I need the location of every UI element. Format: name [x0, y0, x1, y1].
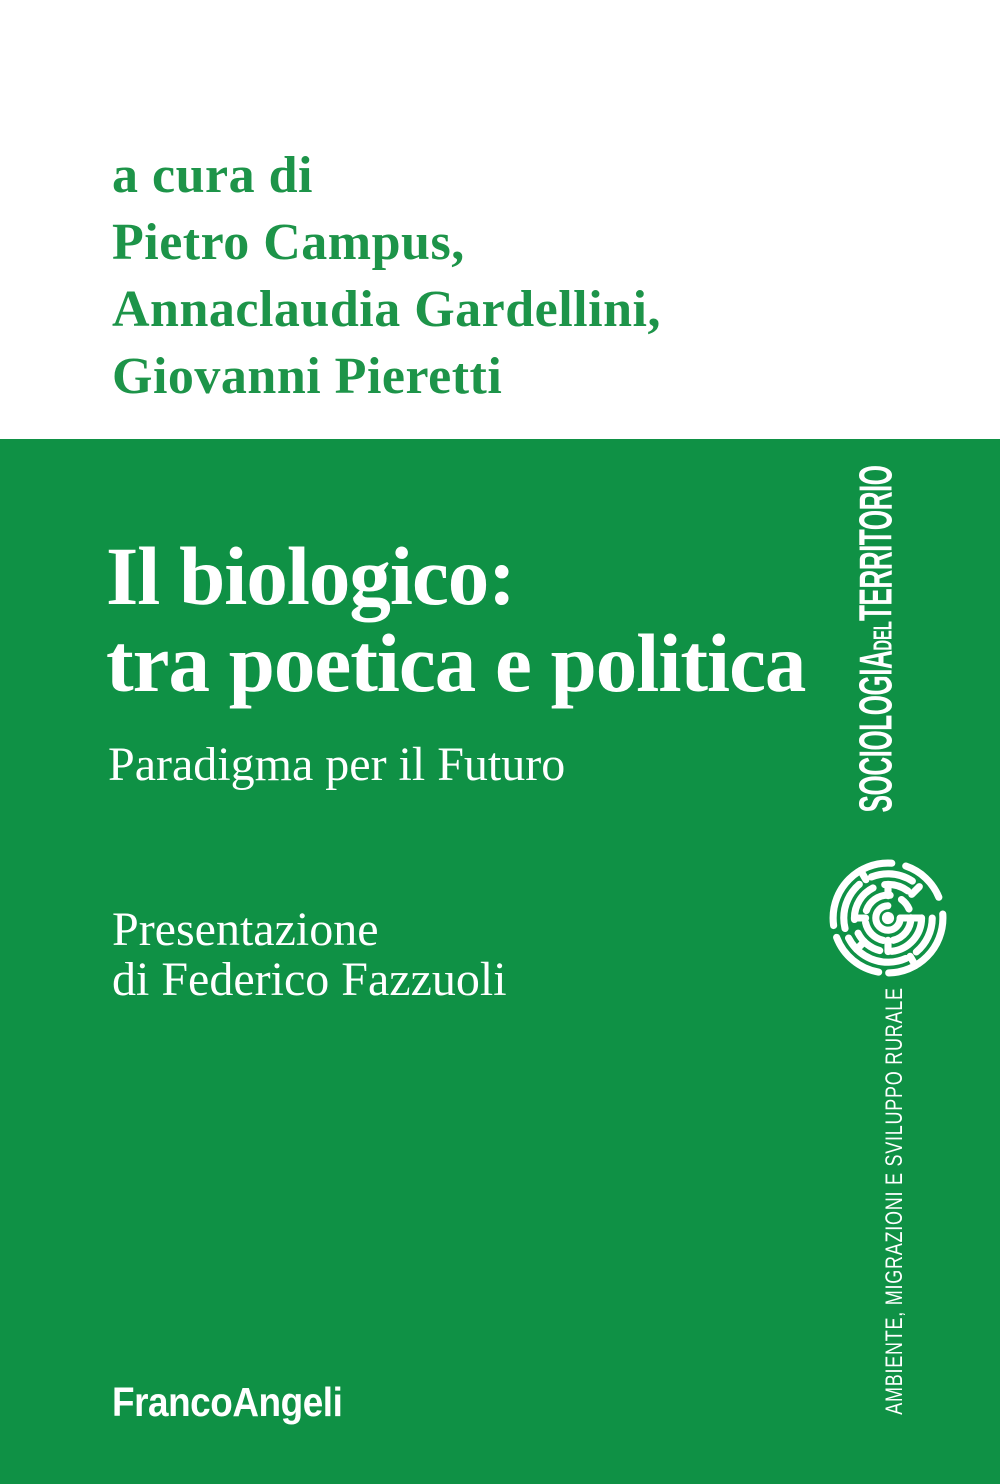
series-spine [805, 455, 945, 823]
editor-line: Pietro Campus, [112, 214, 465, 271]
presentation-line-2: di Federico Fazzuoli [112, 953, 507, 1006]
book-subtitle: Paradigma per il Futuro [108, 738, 566, 791]
series-title-part-2: TERRITORIO [849, 465, 902, 622]
book-title-line-2: tra poetica e politica [106, 617, 806, 709]
cover-header [0, 0, 1000, 439]
series-title [848, 466, 902, 813]
series-subseries: AMBIENTE, MIGRAZIONI E SVILUPPO RURALE [881, 987, 909, 1415]
series-title-part-del: DEL [867, 621, 898, 651]
series-title-part-1: SOCIOLOGIA [849, 650, 902, 813]
presentation-block [112, 905, 507, 1005]
series-subseries-box [845, 987, 945, 1415]
presentation-line-1: Presentazione [112, 903, 379, 956]
editors-prefix: a cura di [112, 147, 313, 204]
book-title [106, 530, 806, 709]
publisher-logo: FrancoAngeli [112, 1379, 343, 1425]
maze-icon [827, 857, 949, 979]
editors-block [112, 142, 661, 410]
maze-labyrinth-svg [827, 857, 949, 979]
editor-line: Annaclaudia Gardellini, [112, 281, 661, 338]
editor-line: Giovanni Pieretti [112, 348, 503, 405]
book-title-line-1: Il biologico: [106, 530, 515, 622]
